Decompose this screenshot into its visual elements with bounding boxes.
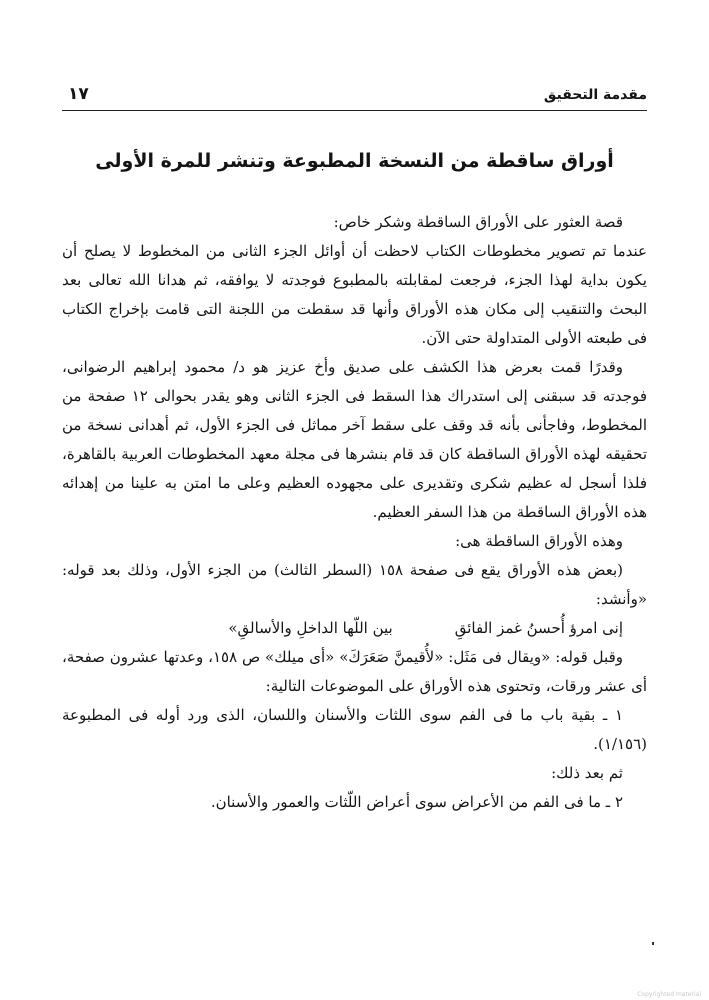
paragraph: ثم بعد ذلك: <box>551 764 623 782</box>
paragraph: وقدرًا قمت بعرض هذا الكشف على صديق وأخ عزيز هو د/ محمود إبراهيم الرضوانى، فوجدته قد سبقنى إلى استدراك هذا السقط فى الجزء الثانى وهو يقدر بحوالى ١٢ صفحة من المخطوط، وفاجأنى بأنه قد وقف على سقط آخر مماثل فى الجزء الأول، ثم أهدانى نسخة من تحقيقه لهذه الأوراق الساقطة كان قد قام بنشرها فى مجلة معهد المخطوطات العربية بالقاهرة، فلذا أسجل له عظيم شكرى وتقديرى على مجهوده العظيم وعلى ما امتن به علينا من إهدائه هذه الأوراق الساقطة من هذا السفر العظيم. <box>62 358 647 521</box>
paragraph: (بعض هذه الأوراق يقع فى صفحة ١٥٨ (السطر الثالث) من الجزء الأول، وذلك بعد قوله: «وأنشد: <box>62 561 647 608</box>
page-number: ١٧ <box>68 84 89 104</box>
body-text <box>62 208 647 817</box>
list-item: ٢ ـ ما فى الفم من الأعراض سوى أعراض اللّثات والعمور والأسنان. <box>210 793 623 811</box>
verse-first-hemistich: إنى امرؤ أُحسنُ غمز الفائقِ <box>454 619 623 637</box>
copyright-watermark: Copyrighted material <box>637 991 701 998</box>
paragraph: وقبل قوله: «ويقال فى مَثَل: «لأُقيمنَّ صَعَرَكَ» «أى ميلك» ص ١٥٨، وعدتها عشرون صفحة، أى عشر ورقات، وتحتوى هذه الأوراق على الموضوعات التالية: <box>62 648 647 695</box>
page-header <box>62 84 647 111</box>
running-title: مقدمة التحقيق <box>543 87 647 103</box>
list-item: ١ ـ بقية باب ما فى الفم سوى اللثات والأسنان واللسان، الذى ورد أوله فى المطبوعة (١/١٥٦). <box>62 706 647 753</box>
chapter-title: أوراق ساقطة من النسخة المطبوعة وتنشر للمرة الأولى <box>95 150 614 172</box>
verse-second-hemistich: بين اللّها الداخلِ والأسالقِ» <box>228 619 393 637</box>
paragraph: عندما تم تصوير مخطوطات الكتاب لاحظت أن أوائل الجزء الثانى من المخطوط لا يصلح أن يكون بداية لهذا الجزء، فرجعت لمقابلته بالمطبوع فوجدته لا يوافقه، ثم هدانا الله تعالى بعد البحث والتنقيب إلى مكان هذه الأوراق وأنها قد سقطت من اللجنة التى قامت بإخراج الكتاب فى طبعته الأولى المتداولة حتى الآن. <box>62 242 647 347</box>
paragraph: وهذه الأوراق الساقطة هى: <box>455 532 623 550</box>
section-heading: قصة العثور على الأوراق الساقطة وشكر خاص: <box>333 213 623 231</box>
verse-line <box>62 614 647 643</box>
scan-speck <box>652 942 654 945</box>
